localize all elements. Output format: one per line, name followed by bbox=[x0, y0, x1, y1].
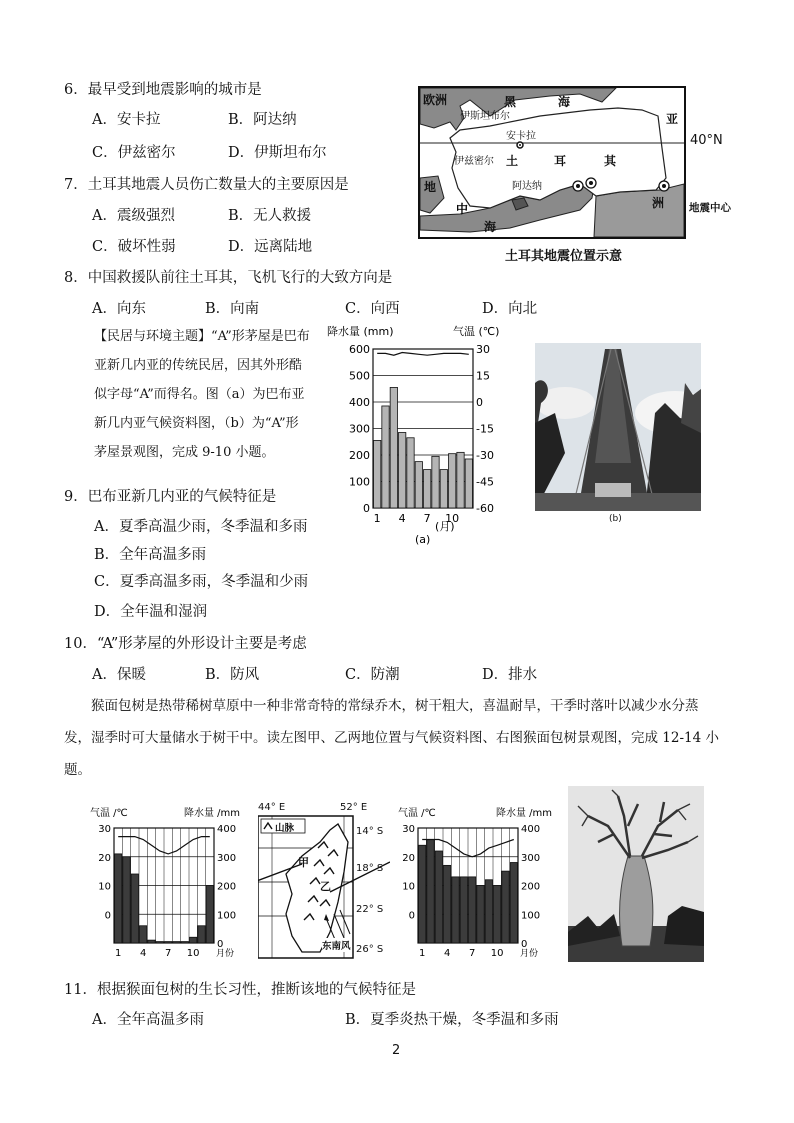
q7-option-d[interactable]: D．远离陆地 bbox=[228, 239, 313, 255]
png-bar-6 bbox=[415, 462, 422, 508]
turkey-label-qi: 其 bbox=[604, 154, 617, 168]
png-left-tick: 500 bbox=[349, 369, 370, 383]
q8-option-c[interactable]: C．向西 bbox=[345, 301, 400, 317]
yi-month-label: 月份 bbox=[520, 949, 539, 959]
istanbul-label: 伊斯坦布尔 bbox=[460, 111, 510, 122]
png-left-tick: 600 bbox=[349, 343, 370, 356]
jia-bar-12 bbox=[206, 886, 213, 944]
png-right-tick: -60 bbox=[476, 502, 494, 515]
yi-left-tick: 10 bbox=[402, 881, 415, 893]
yi-bar-1 bbox=[419, 845, 426, 943]
png-right-tick: -30 bbox=[476, 449, 494, 462]
yi-bar-5 bbox=[452, 877, 459, 943]
jia-right-tick: 300 bbox=[217, 852, 237, 864]
yi-bar-11 bbox=[502, 871, 509, 943]
q6-option-b[interactable]: B．阿达纳 bbox=[228, 112, 297, 128]
jia-bar-1 bbox=[115, 854, 122, 943]
q11-option-b[interactable]: B．夏季炎热干燥，冬季温和多雨 bbox=[345, 1012, 559, 1028]
yi-left-tick: 20 bbox=[402, 852, 415, 864]
png-bar-9 bbox=[440, 470, 447, 508]
png-bar-12 bbox=[465, 459, 472, 508]
png-bar-11 bbox=[457, 452, 464, 508]
png-bar-8 bbox=[432, 456, 439, 508]
yi-bar-2 bbox=[427, 840, 434, 944]
jia-bar-10 bbox=[190, 937, 197, 943]
yi-right-tick: 200 bbox=[521, 881, 541, 893]
climate-chart-yi bbox=[392, 804, 552, 962]
a-frame-hut-photo bbox=[535, 343, 701, 511]
jia-x-tick: 1 bbox=[114, 948, 122, 959]
jia-right-tick: 0 bbox=[217, 939, 224, 950]
yi-left-tick: 0 bbox=[408, 910, 415, 922]
png-bar-5 bbox=[407, 438, 414, 508]
png-right-tick: -45 bbox=[476, 475, 494, 489]
png-ylabel-right: 气温 (℃) bbox=[453, 325, 500, 338]
jia-right-tick: 400 bbox=[217, 824, 237, 835]
asia-label-2: 洲 bbox=[652, 196, 665, 210]
q6-option-c[interactable]: C．伊兹密尔 bbox=[92, 145, 176, 161]
jia-bar-3 bbox=[131, 874, 138, 943]
yi-bar-10 bbox=[494, 886, 501, 944]
jia-bar-9 bbox=[181, 942, 188, 943]
jia-precip-label: 降水量 /mm bbox=[184, 808, 241, 819]
location-yi-label: 乙 bbox=[320, 880, 331, 893]
png-left-tick: 100 bbox=[349, 475, 370, 489]
location-jia-label: 甲 bbox=[298, 856, 309, 869]
jia-bar-2 bbox=[123, 857, 130, 943]
jia-bar-7 bbox=[165, 942, 172, 943]
png-bar-10 bbox=[449, 454, 456, 508]
jia-bar-5 bbox=[148, 940, 155, 943]
lat-18s-label: 18° S bbox=[356, 863, 384, 874]
png-bar-4 bbox=[399, 432, 406, 508]
q9-stem: 9．巴布亚新几内亚的气候特征是 bbox=[64, 489, 277, 505]
png-right-tick: -15 bbox=[476, 422, 494, 436]
jia-x-tick: 7 bbox=[164, 948, 172, 959]
lon-44e-label: 44° E bbox=[258, 802, 286, 813]
q7-option-a[interactable]: A．震级强烈 bbox=[92, 208, 175, 224]
turkey-label-tu: 土 bbox=[506, 154, 519, 168]
q9-option-a[interactable]: A．夏季高温少雨，冬季温和多雨 bbox=[94, 519, 308, 535]
png-left-tick: 400 bbox=[349, 396, 370, 409]
lat-14s-label: 14° S bbox=[356, 826, 384, 837]
q9-option-b[interactable]: B．全年高温多雨 bbox=[94, 547, 207, 563]
yi-bar-9 bbox=[485, 880, 492, 943]
png-left-tick: 0 bbox=[363, 502, 370, 515]
png-right-tick: 15 bbox=[476, 369, 490, 383]
yi-x-tick: 4 bbox=[443, 948, 451, 959]
png-bar-1 bbox=[374, 440, 381, 508]
climate-chart-jia bbox=[88, 804, 258, 962]
q8-option-a[interactable]: A．向东 bbox=[92, 301, 146, 317]
png-right-tick: 30 bbox=[476, 343, 490, 356]
ankara-label: 安卡拉 bbox=[506, 131, 536, 142]
yi-x-tick: 7 bbox=[468, 948, 476, 959]
yi-bar-12 bbox=[510, 863, 517, 944]
yi-precip-label: 降水量 /mm bbox=[496, 808, 552, 819]
yi-bar-8 bbox=[477, 886, 484, 944]
latitude-40n-label: 40°N bbox=[690, 133, 723, 148]
q6-option-d[interactable]: D．伊斯坦布尔 bbox=[228, 145, 327, 161]
mountain-legend-label: 山脉 bbox=[275, 823, 295, 834]
png-ylabel-left: 降水量 (mm) bbox=[327, 325, 394, 338]
q9-option-d[interactable]: D．全年温和湿润 bbox=[94, 604, 208, 620]
q11-option-a[interactable]: A．全年高温多雨 bbox=[92, 1012, 204, 1028]
adana-label: 阿达纳 bbox=[512, 181, 542, 192]
png-left-tick: 300 bbox=[349, 422, 370, 436]
jia-temp-label: 气温 /℃ bbox=[90, 808, 128, 819]
jia-left-tick: 20 bbox=[98, 852, 111, 864]
png-x-tick: 7 bbox=[423, 512, 431, 525]
jia-month-label: 月份 bbox=[216, 949, 235, 959]
black-sea-label-1: 黑 bbox=[504, 95, 517, 109]
yi-x-tick: 10 bbox=[490, 948, 504, 959]
asia-label-1: 亚 bbox=[666, 112, 679, 126]
med-label-zhong: 中 bbox=[456, 202, 469, 216]
southeast-wind-label: 东南风 bbox=[322, 938, 351, 952]
turkey-map-caption: 土耳其地震位置示意 bbox=[505, 249, 623, 264]
turkey-earthquake-map bbox=[418, 86, 686, 239]
jia-x-tick: 4 bbox=[139, 948, 147, 959]
lat-26s-label: 26° S bbox=[356, 944, 384, 955]
yi-right-tick: 300 bbox=[521, 852, 541, 864]
yi-temp-label: 气温 /℃ bbox=[398, 808, 436, 819]
q7-option-c[interactable]: C．破坏性弱 bbox=[92, 239, 176, 255]
madagascar-map bbox=[258, 802, 390, 960]
png-intro-paragraph: 【民居与环境主题】“A”形茅屋是巴布亚新几内亚的传统民居，因其外形酷似字母“A”而得名。图（a）为巴布亚新几内亚气候资料图，（b）为“A”形茅屋景观图，完成 9-10 小题。 bbox=[94, 329, 310, 460]
yi-right-tick: 100 bbox=[521, 910, 541, 922]
yi-left-tick: 30 bbox=[402, 824, 415, 835]
jia-left-tick: 10 bbox=[98, 881, 111, 893]
yi-bar-3 bbox=[435, 851, 442, 943]
yi-right-tick: 0 bbox=[521, 939, 528, 950]
png-bar-7 bbox=[424, 470, 431, 508]
a-frame-photo-label: (b) bbox=[609, 514, 622, 524]
black-sea-label-2: 海 bbox=[558, 95, 571, 109]
q10-option-a[interactable]: A．保暖 bbox=[92, 667, 146, 683]
jia-right-tick: 100 bbox=[217, 910, 237, 922]
jia-bar-8 bbox=[173, 942, 180, 943]
q10-option-c[interactable]: C．防潮 bbox=[345, 667, 400, 683]
turkey-label-er: 耳 bbox=[554, 154, 567, 168]
med-label-di: 地 bbox=[424, 180, 437, 194]
q8-stem: 8．中国救援队前往土耳其，飞机飞行的大致方向是 bbox=[64, 270, 393, 286]
yi-x-tick: 1 bbox=[418, 948, 426, 959]
epicenter-legend-label: 地震中心 bbox=[689, 202, 731, 214]
q6-option-a[interactable]: A．安卡拉 bbox=[92, 112, 161, 128]
lat-22s-label: 22° S bbox=[356, 904, 384, 915]
med-label-hai: 海 bbox=[484, 220, 497, 234]
png-figure-label: (a) bbox=[415, 533, 431, 546]
q11-stem: 11．根据猴面包树的生长习性，推断该地的气候特征是 bbox=[64, 982, 416, 998]
jia-left-tick: 30 bbox=[98, 824, 111, 835]
europe-label: 欧洲 bbox=[423, 93, 448, 107]
png-left-tick: 200 bbox=[349, 449, 370, 462]
q7-stem: 7．土耳其地震人员伤亡数量大的主要原因是 bbox=[64, 177, 349, 193]
lon-52e-label: 52° E bbox=[340, 802, 368, 813]
yi-bar-7 bbox=[469, 877, 476, 943]
yi-right-tick: 400 bbox=[521, 824, 541, 835]
png-month-unit: (月) bbox=[435, 520, 455, 533]
q8-option-b[interactable]: B．向南 bbox=[205, 301, 260, 317]
png-right-tick: 0 bbox=[476, 396, 483, 409]
q9-option-c[interactable]: C．夏季高温多雨，冬季温和少雨 bbox=[94, 574, 309, 590]
q10-stem: 10．“A”形茅屋的外形设计主要是考虑 bbox=[64, 636, 307, 652]
png-x-tick: 4 bbox=[398, 512, 406, 525]
jia-x-tick: 10 bbox=[186, 948, 200, 959]
png-bar-2 bbox=[382, 406, 389, 508]
baobab-tree-photo bbox=[568, 786, 704, 962]
png-climate-chart bbox=[325, 322, 525, 547]
jia-left-tick: 0 bbox=[104, 910, 111, 922]
q8-option-d[interactable]: D．向北 bbox=[482, 301, 538, 317]
yi-bar-4 bbox=[444, 865, 451, 943]
jia-bar-11 bbox=[198, 926, 205, 943]
yi-bar-6 bbox=[460, 877, 467, 943]
q10-option-b[interactable]: B．防风 bbox=[205, 667, 260, 683]
page-number: 2 bbox=[392, 1043, 401, 1058]
jia-bar-4 bbox=[140, 926, 147, 943]
izmir-label: 伊兹密尔 bbox=[454, 156, 494, 167]
png-x-tick: 10 bbox=[445, 512, 460, 525]
jia-right-tick: 200 bbox=[217, 881, 237, 893]
baobab-intro-paragraph: 猴面包树是热带稀树草原中一种非常奇特的常绿乔木，树干粗大，喜温耐旱，干季时落叶以减少水分蒸发，湿季时可大量储水于树干中。读左图甲、乙两地位置与气候资料图、右图猴面包树景观图，完成 12-14 小题。 bbox=[64, 698, 719, 778]
q6-stem: 6．最早受到地震影响的城市是 bbox=[64, 82, 262, 98]
png-bar-3 bbox=[390, 387, 397, 508]
q7-option-b[interactable]: B．无人救援 bbox=[228, 208, 312, 224]
png-x-tick: 1 bbox=[373, 512, 381, 525]
q10-option-d[interactable]: D．排水 bbox=[482, 667, 538, 683]
jia-bar-6 bbox=[156, 942, 163, 943]
